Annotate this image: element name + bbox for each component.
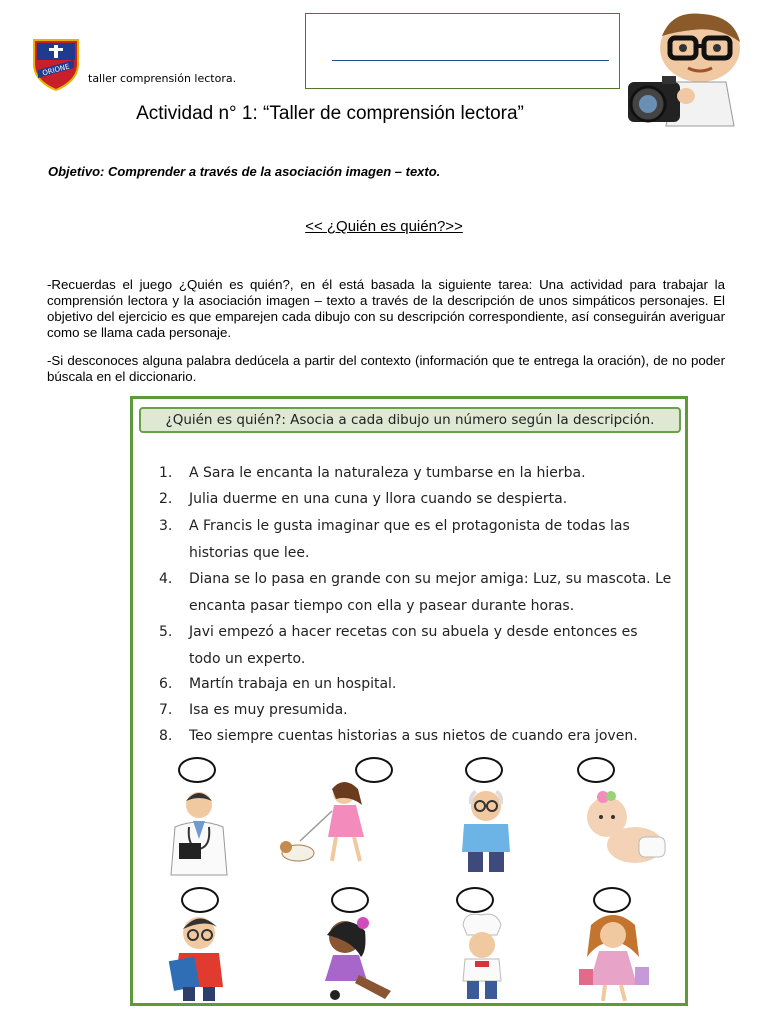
baby-icon bbox=[573, 787, 669, 879]
clue-5 bbox=[159, 624, 638, 640]
clue-text: Isa es muy presumida. bbox=[189, 702, 348, 718]
activity-title: Actividad n° 1: “Taller de comprensión lectora” bbox=[136, 103, 524, 124]
clue-text: A Sara le encanta la naturaleza y tumbarse en la hierba. bbox=[189, 465, 586, 481]
answer-oval-girl-with-flower[interactable] bbox=[331, 887, 369, 913]
clue-number: 6. bbox=[159, 676, 173, 692]
girl-walking-dog-icon bbox=[278, 777, 374, 869]
name-line[interactable] bbox=[332, 60, 609, 61]
clue-number: 3. bbox=[159, 518, 173, 534]
clue-text: Diana se lo pasa en grande con su mejor amiga: Luz, su mascota. Le bbox=[189, 571, 672, 587]
clue-number: 2. bbox=[159, 491, 173, 507]
name-box[interactable] bbox=[305, 13, 620, 89]
answer-oval-boy-chef[interactable] bbox=[456, 887, 494, 913]
clue-3 bbox=[159, 518, 630, 534]
clue-3-continuation: historias que lee. bbox=[189, 545, 310, 561]
answer-oval-doctor[interactable] bbox=[178, 757, 216, 783]
clue-8 bbox=[159, 728, 638, 744]
instructions-paragraph: -Recuerdas el juego ¿Quién es quién?, en él está basada la siguiente tarea: Una actividad para trabajar la comprensión lectora y la asociación imagen – texto a través de la descripción de unos simpáticos personajes. El objetivo del ejercicio es que emparejen cada dibujo con su descripción correspondiente, así conseguirán averiguar como se llama cada personaje. bbox=[47, 277, 725, 340]
worksheet-header: ¿Quién es quién?: Asocia a cada dibujo un número según la descripción. bbox=[139, 407, 681, 433]
worksheet-frame bbox=[130, 396, 688, 1006]
school-logo bbox=[32, 38, 80, 92]
clue-2 bbox=[159, 491, 567, 507]
clue-number: 7. bbox=[159, 702, 173, 718]
clue-text: Martín trabaja en un hospital. bbox=[189, 676, 397, 692]
school-caption: taller comprensión lectora. bbox=[88, 72, 237, 85]
boy-chef-icon bbox=[435, 911, 531, 1003]
clue-7 bbox=[159, 702, 348, 718]
answer-oval-boy-reading[interactable] bbox=[181, 887, 219, 913]
clue-4-continuation: encanta pasar tiempo con ella y pasear durante horas. bbox=[189, 598, 575, 614]
girl-with-flower-icon bbox=[305, 911, 401, 1003]
game-subtitle-text: << ¿Quién es quién?>> bbox=[305, 218, 463, 235]
clue-text: Julia duerme en una cuna y llora cuando se despierta. bbox=[189, 491, 568, 507]
clue-number: 5. bbox=[159, 624, 173, 640]
clue-5-continuation: todo un experto. bbox=[189, 651, 306, 667]
game-subtitle bbox=[0, 218, 768, 235]
grandfather-icon bbox=[438, 784, 534, 876]
clue-1 bbox=[159, 465, 586, 481]
clue-number: 4. bbox=[159, 571, 173, 587]
clue-text: Teo siempre cuentas historias a sus nietos de cuando era joven. bbox=[189, 728, 638, 744]
boy-reading-icon bbox=[153, 911, 249, 1003]
girl-shopping-icon bbox=[565, 911, 661, 1003]
answer-oval-baby[interactable] bbox=[577, 757, 615, 783]
objective: Objetivo: Comprender a través de la asociación imagen – texto. bbox=[48, 164, 441, 179]
vocabulary-paragraph: -Si desconoces alguna palabra dedúcela a partir del contexto (información que te entrega la oración), de no poder búscala en el diccionario. bbox=[47, 353, 725, 384]
clue-number: 1. bbox=[159, 465, 173, 481]
clue-text: Javi empezó a hacer recetas con su abuela y desde entonces es bbox=[189, 624, 638, 640]
clue-number: 8. bbox=[159, 728, 173, 744]
answer-oval-girl-shopping[interactable] bbox=[593, 887, 631, 913]
logo-lettering: ORIONE bbox=[41, 62, 71, 78]
clue-4 bbox=[159, 571, 671, 587]
clue-text: A Francis le gusta imaginar que es el protagonista de todas las bbox=[189, 518, 630, 534]
doctor-icon bbox=[151, 787, 247, 879]
clue-6 bbox=[159, 676, 396, 692]
answer-oval-grandfather[interactable] bbox=[465, 757, 503, 783]
